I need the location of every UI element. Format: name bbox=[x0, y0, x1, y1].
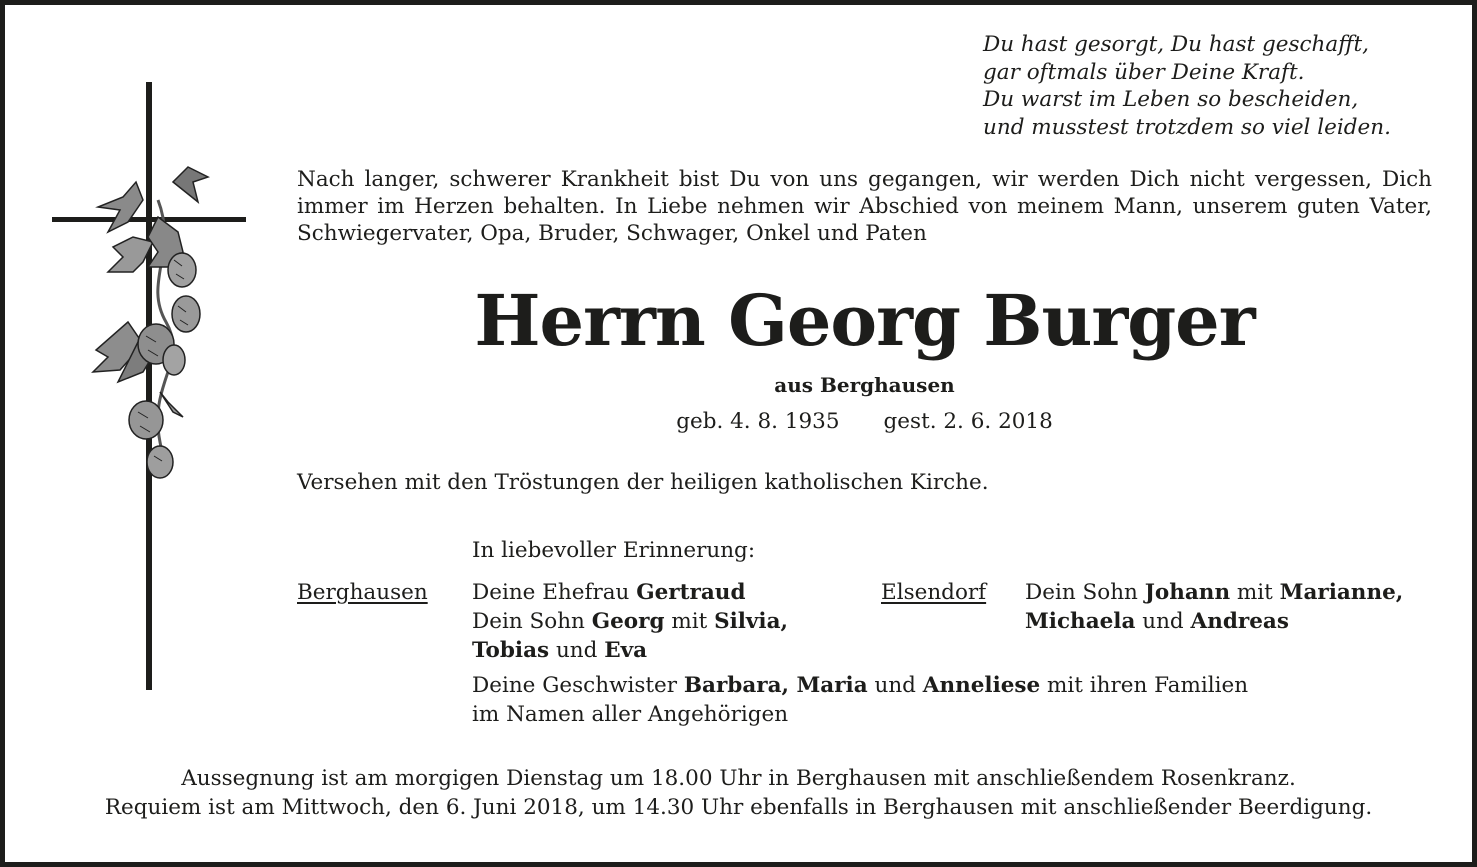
poem-line: Du warst im Leben so bescheiden, bbox=[983, 87, 1359, 112]
deceased-name: Herrn Georg Burger bbox=[474, 279, 1255, 362]
mourner-line: Dein Sohn Johann mit Marianne, bbox=[1025, 580, 1404, 605]
service-blessing: Aussegnung ist am morgigen Dienstag um 18.00 Uhr in Berghausen mit anschließendem Rosenkranz. bbox=[181, 766, 1296, 791]
life-dates bbox=[297, 408, 1432, 436]
birth-date: geb. 4. 8. 1935 bbox=[676, 409, 840, 434]
cross-icon bbox=[48, 82, 248, 692]
mourners-elsendorf bbox=[1025, 578, 1403, 636]
service-requiem: Requiem ist am Mittwoch, den 6. Juni 2018, um 14.30 Uhr ebenfalls in Berghausen mit anschließender Beerdigung. bbox=[104, 795, 1373, 820]
deceased-origin: aus Berghausen bbox=[774, 373, 955, 397]
sacrament-text: Versehen mit den Tröstungen der heiligen katholischen Kirche. bbox=[297, 470, 989, 495]
poem-line: Du hast gesorgt, Du hast geschafft, bbox=[983, 32, 1369, 57]
mourner-line: Tobias und Eva bbox=[472, 638, 648, 663]
poem-line: gar oftmals über Deine Kraft. bbox=[983, 59, 1305, 85]
mourner-line: im Namen aller Angehörigen bbox=[472, 702, 789, 727]
place-elsendorf: Elsendorf bbox=[881, 580, 987, 605]
mourner-line: Michaela und Andreas bbox=[1025, 609, 1289, 634]
memory-heading: In liebevoller Erinnerung: bbox=[472, 538, 756, 563]
intro-text: Nach langer, schwerer Krankheit bist Du von uns gegangen, wir werden Dich nicht vergessen, Dich immer im Herzen behalten. In Liebe nehmen wir Abschied von meinem Mann, unserem guten Vater, Schwiegervater, Opa, Bruder, Schwager, Onkel und Paten bbox=[297, 167, 1432, 246]
death-date: gest. 2. 6. 2018 bbox=[883, 409, 1053, 434]
mourner-line: Deine Geschwister Barbara, Maria und Anneliese mit ihren Familien bbox=[472, 673, 1249, 698]
mourners-siblings bbox=[472, 671, 1248, 729]
mourner-line: Deine Ehefrau Gertraud bbox=[472, 580, 746, 605]
mourner-line: Dein Sohn Georg mit Silvia, bbox=[472, 609, 789, 634]
mourners-berghausen bbox=[472, 578, 788, 665]
poem bbox=[983, 31, 1391, 141]
poem-line: und musstest trotzdem so viel leiden. bbox=[983, 114, 1391, 140]
place-berghausen: Berghausen bbox=[297, 580, 428, 605]
